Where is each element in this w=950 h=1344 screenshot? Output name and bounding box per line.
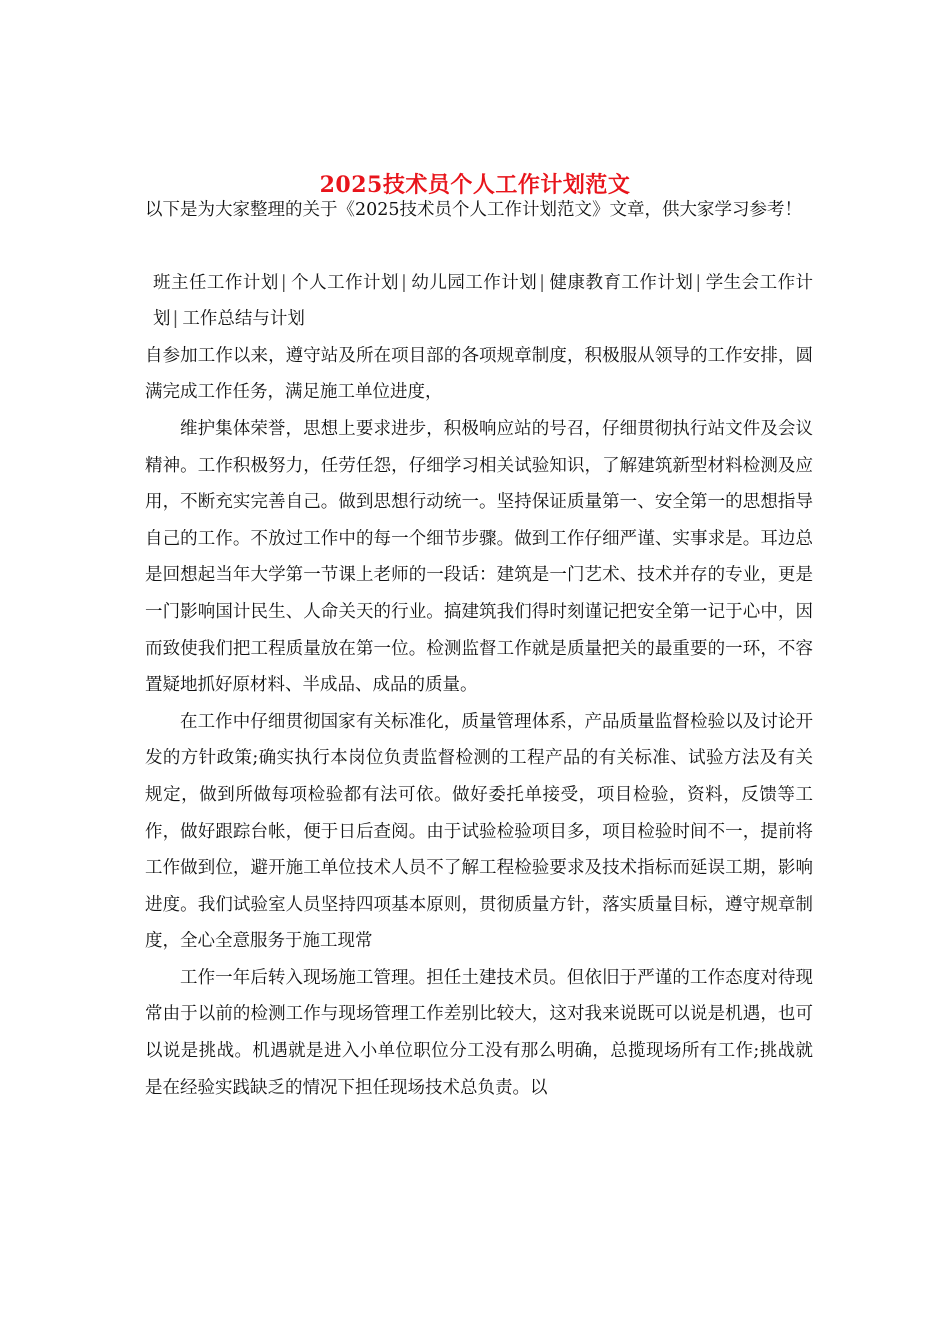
document-body bbox=[145, 192, 813, 1106]
intro-paragraph: 以下是为大家整理的关于《2025技术员个人工作计划范文》文章，供大家学习参考！ bbox=[145, 200, 803, 220]
body-paragraph: 工作一年后转入现场施工管理。担任土建技术员。但依旧于严谨的工作态度对待现常由于以前的检测工作与现场管理工作差别比较大，这对我来说既可以说是机遇，也可以说是挑战。机遇就是进入小单位职位分工没有那么明确，总揽现场所有工作;挑战就是在经验实践缺乏的情况下担任现场技术总负责。以 bbox=[145, 967, 813, 1098]
link-separator: | bbox=[401, 272, 407, 293]
link-separator: | bbox=[695, 272, 702, 293]
link-health-education-plan[interactable]: 健康教育工作计划 bbox=[549, 272, 694, 293]
body-paragraph: 维护集体荣誉，思想上要求进步，积极响应站的号召，仔细贯彻执行站文件及会议精神。工作积极努力，任劳任怨，仔细学习相关试验知识，了解建筑新型材料检测及应用，不断充实完善自己。做到思想行动统一。坚持保证质量第一、安全第一的思想指导自己的工作。不放过工作中的每一个细节步骤。做到工作仔细严谨、实事求是。耳边总是回想起当年大学第一节课上老师的一段话：建筑是一门艺术、技术并存的专业，更是一门影响国计民生、人命关天的行业。搞建筑我们得时刻谨记把安全第一记于心中，因而致使我们把工程质量放在第一位。检测监督工作就是质量把关的最重要的一环，不容置疑地抓好原材料、半成品、成品的质量。 bbox=[145, 418, 813, 696]
link-summary-and-plan[interactable]: 工作总结与计划 bbox=[182, 309, 305, 330]
link-personal-plan[interactable]: 个人工作计划 bbox=[290, 272, 399, 293]
body-paragraph: 在工作中仔细贯彻国家有关标准化，质量管理体系，产品质量监督检验以及讨论开发的方针政策;确实执行本岗位负责监督检测的工程产品的有关标准、试验方法及有关规定，做到所做每项检验都有法可依。做好委托单接受，项目检验，资料，反馈等工作，做好跟踪台帐，便于日后查阅。由于试验检验项目多，项目检验时间不一，提前将工作做到位，避开施工单位技术人员不了解工程检验要求及技术指标而延误工期，影响进度。我们试验室人员坚持四项基本原则，贯彻质量方针，落实质量目标，遵守规章制度，全心全意服务于施工现常 bbox=[145, 711, 813, 952]
link-kindergarten-plan[interactable]: 幼儿园工作计划 bbox=[410, 272, 538, 293]
document-title: 2025技术员个人工作计划范文 bbox=[319, 171, 631, 198]
link-separator: | bbox=[172, 309, 179, 330]
link-student-union-plan[interactable]: 学生会工作计划 bbox=[153, 272, 814, 330]
link-separator: | bbox=[280, 272, 287, 293]
link-separator: | bbox=[539, 272, 546, 293]
link-head-teacher-plan[interactable]: 班主任工作计划 bbox=[153, 272, 279, 293]
body-paragraph: 自参加工作以来，遵守站及所在项目部的各项规章制度，积极服从领导的工作安排，圆满完成工作任务，满足施工单位进度， bbox=[145, 345, 813, 403]
related-links bbox=[145, 265, 813, 338]
